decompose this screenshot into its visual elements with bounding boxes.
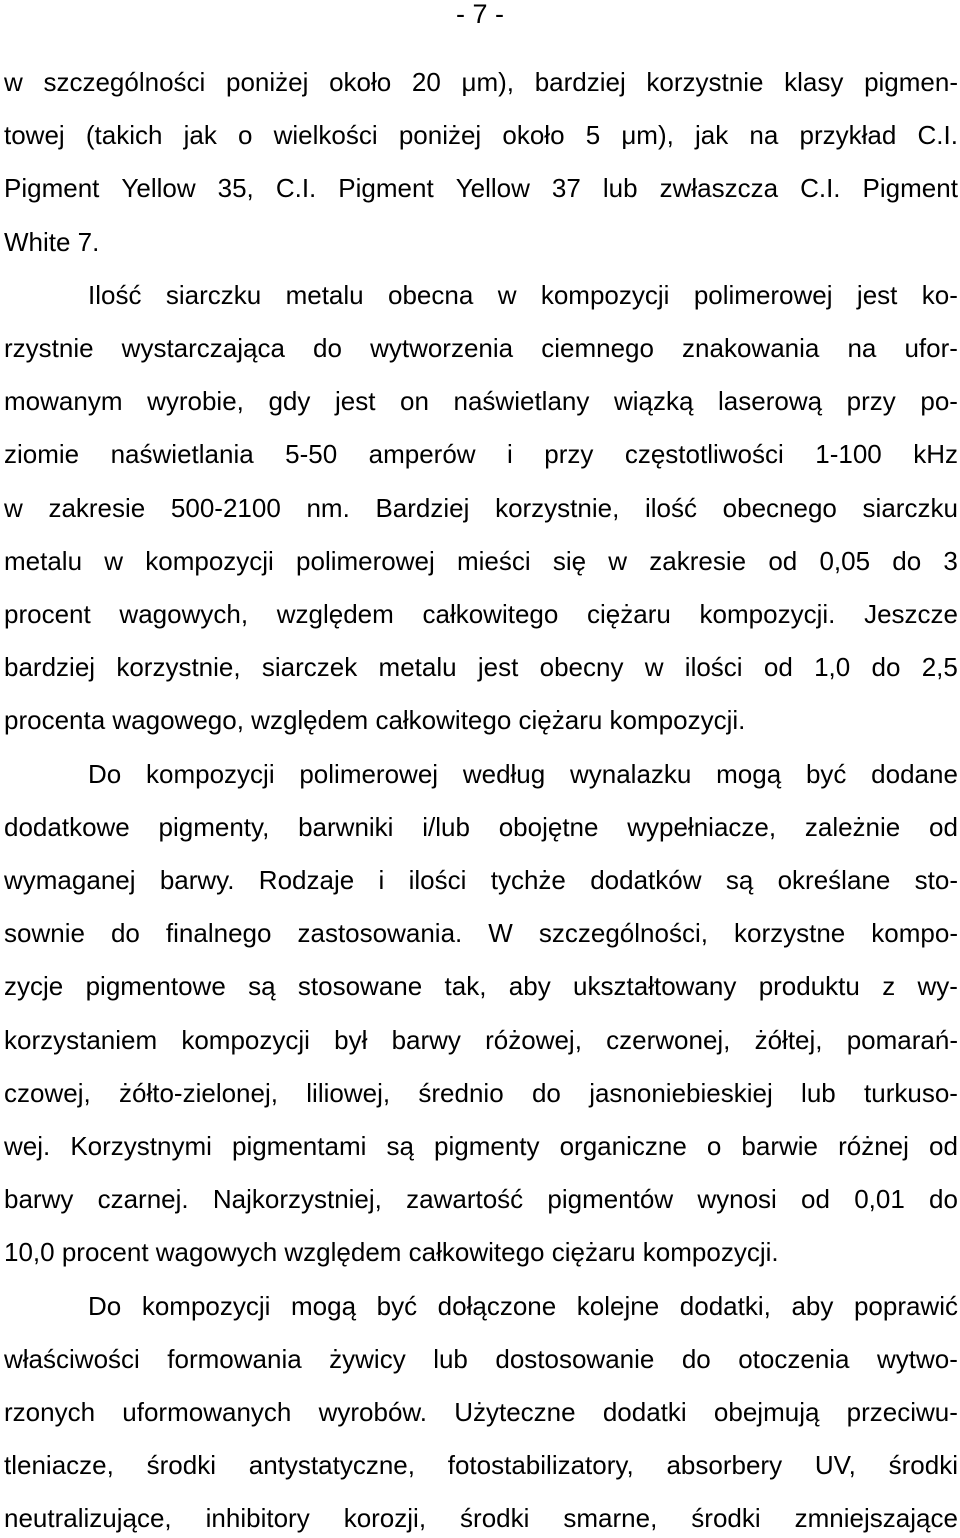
text-line: mowanym wyrobie, gdy jest on naświetlany wiązką laserową przy po- [4, 386, 958, 416]
text-line: bardziej korzystnie, siarczek metalu jest obecny w ilości od 1,0 do 2,5 [4, 652, 958, 682]
text-line: White 7. [4, 227, 100, 257]
text-line: towej (takich jak o wielkości poniżej około 5 μm), jak na przykład C.I. [4, 120, 958, 150]
text-line: rzonych uformowanych wyrobów. Użyteczne dodatki obejmują przeciwu- [4, 1397, 958, 1427]
text-line: korzystaniem kompozycji był barwy różowej, czerwonej, żółtej, pomarań- [4, 1025, 958, 1055]
text-line: Do kompozycji mogą być dołączone kolejne dodatki, aby poprawić [88, 1291, 958, 1321]
text-line: wej. Korzystnymi pigmentami są pigmenty organiczne o barwie różnej od [4, 1131, 958, 1161]
text-line: ziomie naświetlania 5-50 amperów i przy częstotliwości 1-100 kHz [4, 439, 958, 469]
text-line: metalu w kompozycji polimerowej mieści się w zakresie od 0,05 do 3 [4, 546, 958, 576]
text-line: Do kompozycji polimerowej według wynalazku mogą być dodane [88, 759, 958, 789]
page-number: - 7 - [455, 0, 504, 29]
text-line: zycje pigmentowe są stosowane tak, aby ukształtowany produktu z wy- [4, 971, 958, 1001]
text-line: Ilość siarczku metalu obecna w kompozycji polimerowej jest ko- [88, 280, 958, 310]
text-line: procenta wagowego, względem całkowitego ciężaru kompozycji. [4, 705, 746, 735]
text-line: barwy czarnej. Najkorzystniej, zawartość pigmentów wynosi od 0,01 do [4, 1184, 958, 1214]
text-line: neutralizujące, inhibitory korozji, środki smarne, środki zmniejszające [4, 1503, 958, 1533]
text-line: w szczególności poniżej około 20 μm), bardziej korzystnie klasy pigmen- [4, 67, 958, 97]
text-line: właściwości formowania żywicy lub dostosowanie do otoczenia wytwo- [4, 1344, 958, 1374]
text-line: procent wagowych, względem całkowitego ciężaru kompozycji. Jeszcze [4, 599, 958, 629]
text-line: wymaganej barwy. Rodzaje i ilości tychże dodatków są określane sto- [4, 865, 958, 895]
text-line: czowej, żółto-zielonej, liliowej, średnio do jasnoniebieskiej lub turkuso- [4, 1078, 958, 1108]
text-line: sownie do finalnego zastosowania. W szczególności, korzystne kompo- [4, 918, 958, 948]
text-line: Pigment Yellow 35, C.I. Pigment Yellow 37 lub zwłaszcza C.I. Pigment [4, 173, 958, 203]
text-line: 10,0 procent wagowych względem całkowitego ciężaru kompozycji. [4, 1237, 779, 1267]
text-line: tleniacze, środki antystatyczne, fotostabilizatory, absorbery UV, środki [4, 1450, 958, 1480]
text-line: dodatkowe pigmenty, barwniki i/lub obojętne wypełniacze, zależnie od [4, 812, 958, 842]
text-line: rzystnie wystarczająca do wytworzenia ciemnego znakowania na ufor- [4, 333, 958, 363]
text-line: w zakresie 500-2100 nm. Bardziej korzystnie, ilość obecnego siarczku [4, 493, 958, 523]
